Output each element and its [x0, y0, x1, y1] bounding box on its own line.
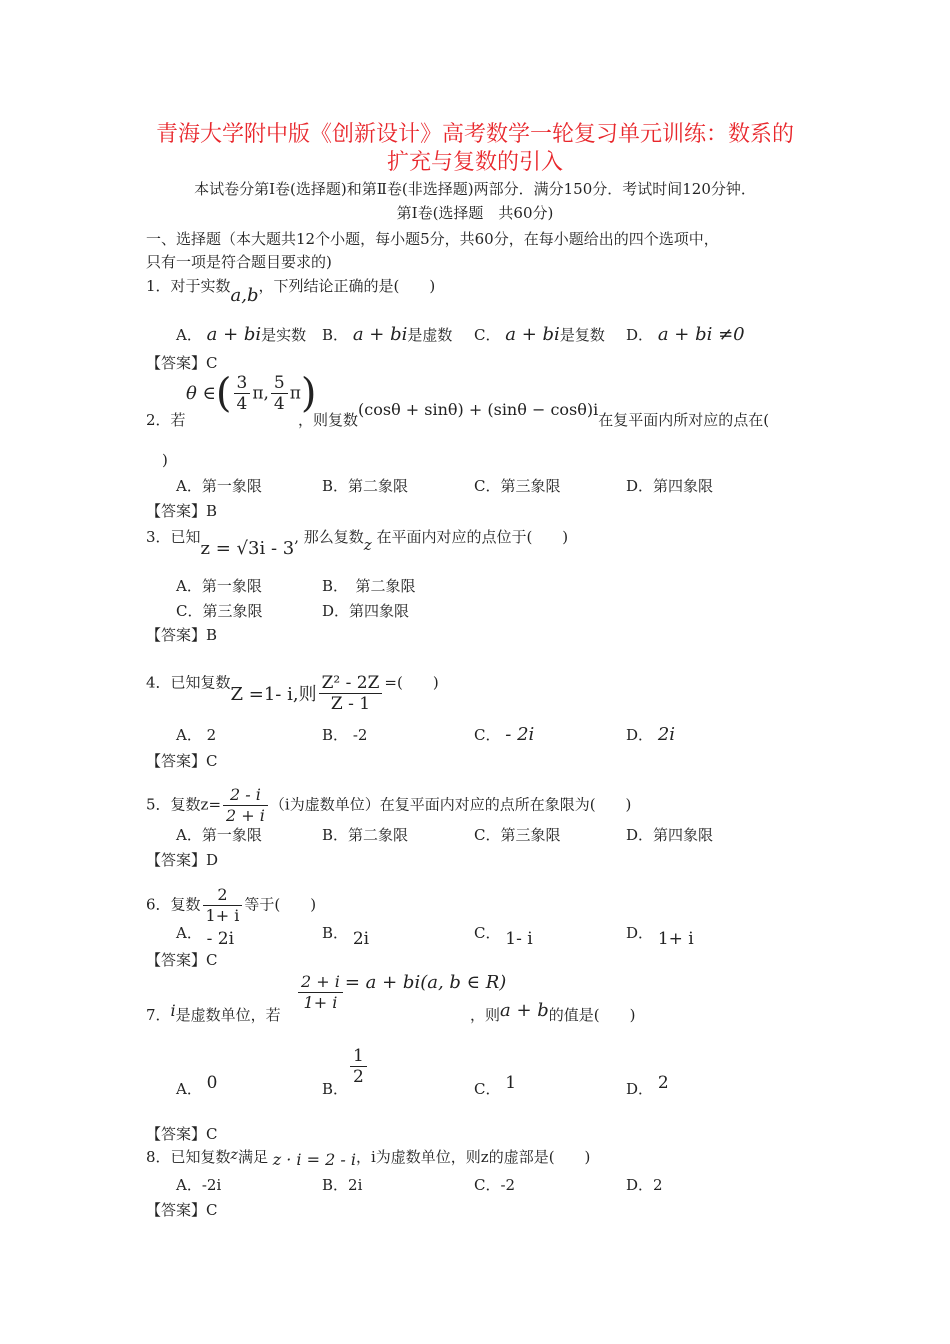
question-1: [146, 276, 436, 306]
q5-option-a: A．第一象限: [176, 826, 262, 844]
q8-expression: z · i = 2 - i: [272, 1150, 356, 1169]
q3-expression: z = √3i - 3: [200, 538, 295, 559]
question-5: 5．复数z= $\frac{2 - i}{2 + i}$ （i为虚数单位）在复平面内对应的点所在象限为( ): [146, 785, 632, 825]
q4-answer: 【答案】C: [146, 752, 218, 770]
q1-option-d: D． a + bi ≠0: [626, 324, 745, 345]
q1-option-a: A． a + bi是实数: [176, 324, 307, 345]
q4-option-a: A． 2: [176, 726, 217, 744]
q2-prefix: 2．若: [146, 411, 186, 429]
section-heading: 第Ⅰ卷(选择题 共60分): [396, 204, 554, 222]
q6-option-b: B． 2i: [322, 924, 370, 949]
question-4: 4．已知复数Z =1- i,则 $\frac{\text{Z² - 2Z}}{Z - 1}$ =( ): [146, 673, 439, 714]
q6-answer: 【答案】C: [146, 951, 218, 969]
q2-option-a: A．第一象限: [176, 477, 262, 495]
q4-option-c: C． - 2i: [474, 724, 535, 745]
question-6: 6．复数 $\frac{2}{1+ i}$ 等于( ): [146, 885, 317, 925]
q5-answer: 【答案】D: [146, 851, 219, 869]
q4-option-b: B． -2: [322, 726, 368, 744]
q2-option-d: D．第四象限: [626, 477, 714, 495]
q8-option-c: C．-2: [474, 1176, 516, 1194]
q5-option-d: D．第四象限: [626, 826, 714, 844]
q7-option-a: A． 0: [176, 1073, 218, 1098]
q7-option-c: C． 1: [474, 1073, 517, 1098]
q3-option-b: B． 第二象限: [322, 577, 416, 595]
q3-option-a: A．第一象限: [176, 577, 262, 595]
q5-option-b: B．第二象限: [322, 826, 409, 844]
q8-answer: 【答案】C: [146, 1201, 218, 1219]
q3-option-c: C．第三象限: [176, 602, 263, 620]
q7-option-d: D． 2: [626, 1073, 669, 1098]
q8-option-a: A．-2i: [176, 1176, 222, 1194]
q1-option-b: B． a + bi是虚数: [322, 324, 453, 345]
q3-answer: 【答案】B: [146, 626, 218, 644]
question-7: 7．i是虚数单位，若: [146, 1001, 281, 1024]
part1-instructions-1: 一、选择题（本大题共12个小题，每小题5分，共60分，在每小题给出的四个选项中，: [146, 230, 719, 248]
intro-text: 本试卷分第Ⅰ卷(选择题)和第Ⅱ卷(非选择题)两部分．满分150分．考试时间120分钟．: [194, 180, 756, 198]
q1-prefix: 1．对于实数: [146, 277, 231, 295]
q4-expression: Z =1- i,则: [230, 683, 317, 705]
q1-answer: 【答案】C: [146, 354, 218, 372]
q2-answer: 【答案】B: [146, 502, 218, 520]
q6-option-d: D． 1+ i: [626, 924, 694, 949]
doc-title-line1: 青海大学附中版《创新设计》高考数学一轮复习单元训练：数系的: [155, 122, 794, 147]
q4-option-d: D． 2i: [626, 724, 676, 745]
q5-option-c: C．第三象限: [474, 826, 561, 844]
q7-tail: ，则a + b的值是( ): [470, 1000, 636, 1024]
doc-title-line2: 扩充与复数的引入: [386, 150, 563, 175]
q2-option-c: C．第三象限: [474, 477, 561, 495]
q7-answer: 【答案】C: [146, 1125, 218, 1143]
q1-variables: a,b: [230, 285, 259, 306]
q1-suffix: ，下列结论正确的是( ): [258, 277, 436, 295]
q2-middle: ，则复数(cosθ + sinθ) + (sinθ − cosθ)i在复平面内所对应的点在(: [298, 400, 770, 429]
q8-option-d: D．2: [626, 1176, 663, 1194]
question-8: 8．已知复数z满足 z · i = 2 - i，i为虚数单位，则z的虚部是( ): [146, 1147, 591, 1169]
q2-complex-expression: (cosθ + sinθ) + (sinθ − cosθ)i: [358, 400, 599, 419]
q2-close-paren: ): [162, 451, 168, 469]
q8-option-b: B．2i: [322, 1176, 363, 1194]
q7-option-b-label: B．: [322, 1080, 349, 1098]
question-3: 3．已知z = √3i - 3, 那么复数z 在平面内对应的点位于( ): [146, 528, 569, 559]
q2-option-b: B．第二象限: [322, 477, 409, 495]
part1-instructions-2: 只有一项是符合题目要求的): [146, 253, 332, 271]
q2-interval: θ ∈( $\frac{3}{4}$ π, $\frac{5}{4}$ π): [186, 370, 317, 417]
q1-option-c: C． a + bi是复数: [474, 324, 605, 345]
q7-option-b: $\frac{1}{2}$: [348, 1046, 369, 1087]
q6-option-a: A． - 2i: [176, 924, 235, 949]
q7-equation: $\frac{2 + i}{1+ i}$ = a + bi(a, b ∈ R): [296, 972, 506, 1013]
q6-option-c: C． 1- i: [474, 924, 533, 949]
q3-option-d: D．第四象限: [322, 602, 410, 620]
